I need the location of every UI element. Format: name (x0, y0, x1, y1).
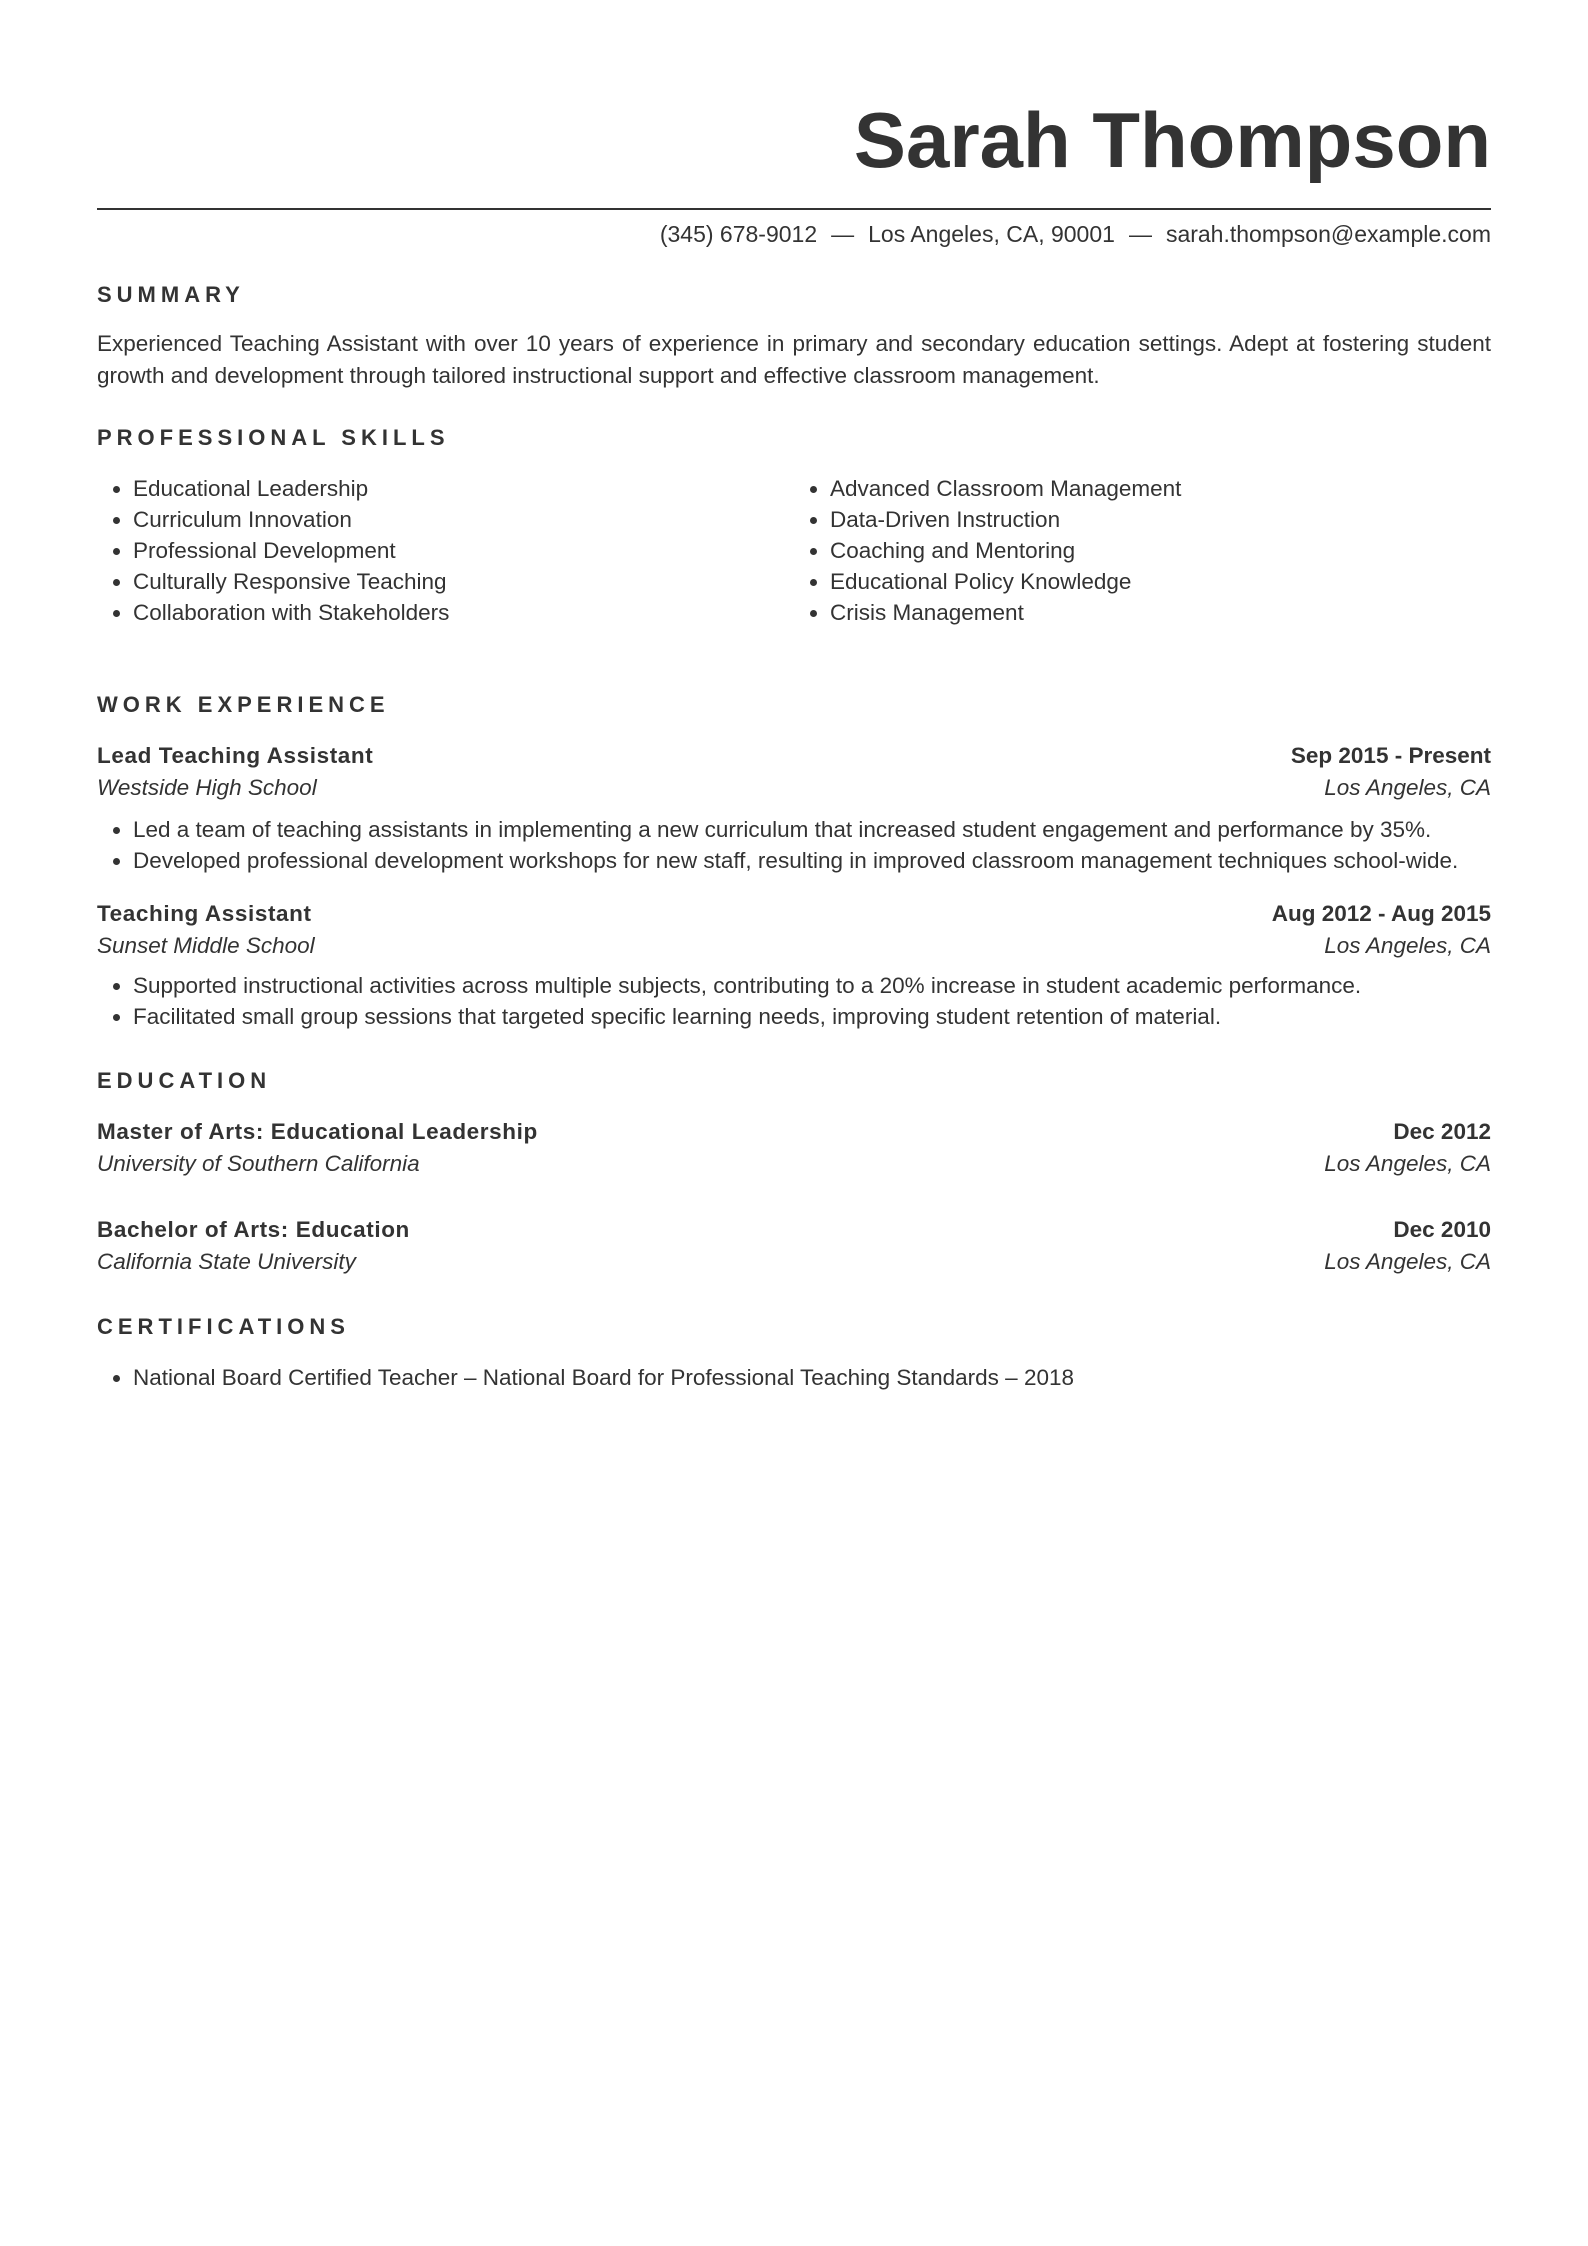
contact-location: Los Angeles, CA, 90001 (868, 221, 1115, 247)
skill-item: • Educational Leadership (133, 473, 794, 504)
job-bullets (97, 814, 1491, 876)
experience-heading: WORK EXPERIENCE (97, 692, 390, 717)
candidate-name: Sarah Thompson (853, 96, 1491, 184)
job-date: Aug 2012 - Aug 2015 (1271, 901, 1491, 926)
job-organization: Sunset Middle School (97, 933, 315, 958)
degree-title: Master of Arts: Educational Leadership (97, 1119, 538, 1144)
job-location: Los Angeles, CA (1324, 933, 1491, 958)
job-subheader (97, 930, 1491, 962)
education-header (97, 1116, 1491, 1148)
school-location: Los Angeles, CA (1324, 1249, 1491, 1274)
skill-item: • Data-Driven Instruction (830, 504, 1491, 535)
school-location: Los Angeles, CA (1324, 1151, 1491, 1176)
skill-item: • Educational Policy Knowledge (830, 566, 1491, 597)
job-bullet: • Supported instructional activities across multiple subjects, contributing to a 20% increase in student academic performance. (133, 970, 1491, 1001)
summary-heading: SUMMARY (97, 282, 245, 307)
education-header (97, 1214, 1491, 1246)
job-entry (97, 898, 1491, 1032)
contact-email[interactable]: sarah.thompson@example.com (1165, 221, 1491, 247)
certification-item: • National Board Certified Teacher – National Board for Professional Teaching Standards – 2018 (133, 1362, 1491, 1393)
degree-title: Bachelor of Arts: Education (97, 1217, 410, 1242)
skill-item: • Culturally Responsive Teaching (133, 566, 794, 597)
education-subheader (97, 1246, 1491, 1278)
skill-item: • Coaching and Mentoring (830, 535, 1491, 566)
header-divider (97, 208, 1491, 210)
job-entry (97, 740, 1491, 876)
job-organization: Westside High School (97, 775, 317, 800)
job-header (97, 740, 1491, 772)
school-name: University of Southern California (97, 1151, 420, 1176)
job-date: Sep 2015 - Present (1290, 743, 1491, 768)
contact-separator: — (831, 221, 855, 247)
contact-phone: (345) 678-9012 (659, 221, 818, 247)
job-location: Los Angeles, CA (1324, 775, 1491, 800)
skills-list (97, 473, 1491, 628)
skills-column-left (97, 473, 794, 628)
education-entry (97, 1214, 1491, 1278)
skill-item: • Crisis Management (830, 597, 1491, 628)
education-entry (97, 1116, 1491, 1180)
job-title: Teaching Assistant (97, 901, 312, 926)
education-heading: EDUCATION (97, 1068, 272, 1093)
education-subheader (97, 1148, 1491, 1180)
education-date: Dec 2010 (1393, 1217, 1491, 1242)
education-date: Dec 2012 (1393, 1119, 1491, 1144)
skill-item: • Curriculum Innovation (133, 504, 794, 535)
job-title: Lead Teaching Assistant (97, 743, 374, 768)
contact-line (97, 220, 1491, 248)
job-subheader (97, 772, 1491, 804)
job-bullets (97, 970, 1491, 1032)
certifications-list (97, 1362, 1491, 1393)
job-bullet: • Led a team of teaching assistants in implementing a new curriculum that increased student engagement and performance by 35%. (133, 814, 1491, 845)
skill-item: • Professional Development (133, 535, 794, 566)
job-bullet: • Facilitated small group sessions that targeted specific learning needs, improving student retention of material. (133, 1001, 1491, 1032)
certifications-heading: CERTIFICATIONS (97, 1314, 350, 1339)
skill-item: • Collaboration with Stakeholders (133, 597, 794, 628)
job-bullet: • Developed professional development workshops for new staff, resulting in improved classroom management techniques school-wide. (133, 845, 1491, 876)
school-name: California State University (97, 1249, 356, 1274)
skills-heading: PROFESSIONAL SKILLS (97, 425, 450, 450)
job-header (97, 898, 1491, 930)
contact-separator: — (1128, 221, 1152, 247)
skills-column-right (794, 473, 1491, 628)
summary-text: Experienced Teaching Assistant with over 10 years of experience in primary and secondary education settings. Adept at fostering student growth and development through tailored instructional support and effective classroom management. (97, 331, 1491, 388)
skill-item: • Advanced Classroom Management (830, 473, 1491, 504)
